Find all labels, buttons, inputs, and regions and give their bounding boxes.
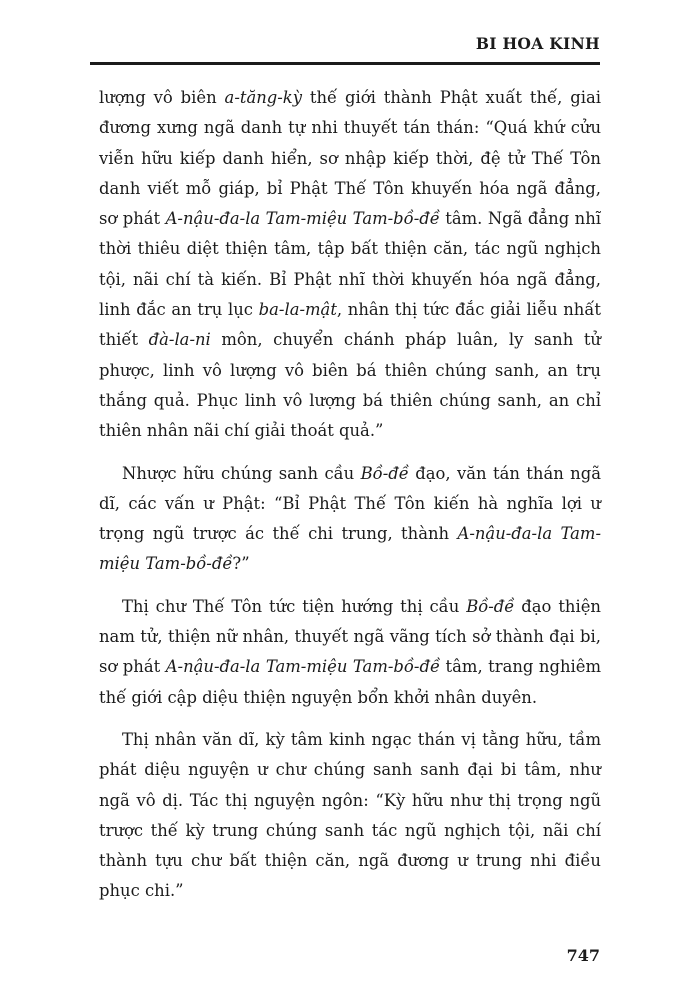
paragraph-gap bbox=[99, 447, 601, 459]
text-run: Nhược hữu chúng sanh cầu bbox=[122, 463, 361, 483]
header-rule bbox=[90, 62, 600, 65]
text-run: môn, chuyển chánh pháp luân, ly sanh tử phược, linh vô lượng vô biên bá thiên chúng sanh, an trụ thắng quả. Phục linh vô lượng bá thiên chúng sanh, an chỉ thiên nhân nãi chí giải thoát quả.” bbox=[99, 330, 601, 441]
paragraph bbox=[99, 83, 601, 447]
running-header: BI HOA KINH bbox=[475, 34, 600, 53]
text-run: lượng vô biên bbox=[99, 88, 225, 107]
italic-term: A-nậu-đa-la Tam-miệu Tam-bồ-đề bbox=[165, 657, 441, 677]
italic-term: A-nậu-đa-la Tam-miệu Tam-bồ-đề bbox=[99, 524, 601, 574]
text-run: tâm. Ngã đẳng nhĩ thời thiêu diệt thiện tâm, tập bất thiện căn, tác ngũ nghịch tội, nãi chí tà kiến. Bỉ Phật nhĩ thời khuyến hóa ngã đẳng, linh đắc an trụ lục bbox=[99, 209, 601, 320]
text-run: đạo thiện nam tử, thiện nữ nhân, thuyết ngã vãng tích sở thành đại bi, sơ phát bbox=[99, 596, 601, 677]
text-run: thế giới thành Phật xuất thế, giai đương xưng ngã danh tự nhi thuyết tán thán: “Quá khứ cửu viễn hữu kiếp danh hiển, sơ nhập kiếp thời, đệ tử Thế Tôn danh viết mỗ giáp, bỉ Phật Thế Tôn khuyến hóa ngã đẳng, sơ phát bbox=[99, 88, 601, 229]
text-run: tâm, trang nghiêm thế giới cập diệu thiện nguyện bổn khởi nhân duyên. bbox=[99, 657, 601, 707]
text-run: , nhân thị tức đắc giải liễu nhất thiết bbox=[99, 300, 601, 350]
text-run: Thị chư Thế Tôn tức tiện hướng thị cầu bbox=[122, 596, 467, 616]
body-text bbox=[99, 83, 601, 907]
paragraph-gap bbox=[99, 713, 601, 725]
text-run: đạo, văn tán thán ngã dĩ, các vấn ư Phật: “Bỉ Phật Thế Tôn kiến hà nghĩa lợi ư trọng ngũ trược ác thế chi trung, thành bbox=[99, 463, 602, 544]
italic-term: Bồ-đề bbox=[466, 596, 515, 616]
italic-term: A-nậu-đa-la Tam-miệu Tam-bồ-đề bbox=[165, 209, 440, 229]
paragraph bbox=[99, 459, 601, 580]
paragraph bbox=[99, 592, 601, 713]
paragraph bbox=[99, 725, 601, 907]
italic-term: đà-la-ni bbox=[148, 330, 211, 350]
italic-term: Bồ-đề bbox=[360, 463, 409, 483]
paragraph-gap bbox=[99, 580, 601, 592]
text-run: Thị nhân văn dĩ, kỳ tâm kinh ngạc thán vị tằng hữu, tầm phát diệu nguyện ư chư chúng sanh sanh đại bi tâm, như ngã vô dị. Tác thị nguyện ngôn: “Kỳ hữu như thị trọng ngũ trược thế kỳ trung chúng sanh tác ngũ nghịch tội, nãi chí thành tựu chư bất thiện căn, ngã đương ư trung nhi điều phục chi.” bbox=[99, 729, 601, 901]
italic-term: a-tăng-kỳ bbox=[224, 88, 302, 107]
page-number: 747 bbox=[566, 946, 600, 965]
italic-term: ba-la-mật bbox=[258, 300, 337, 320]
text-run: ?” bbox=[232, 554, 250, 574]
